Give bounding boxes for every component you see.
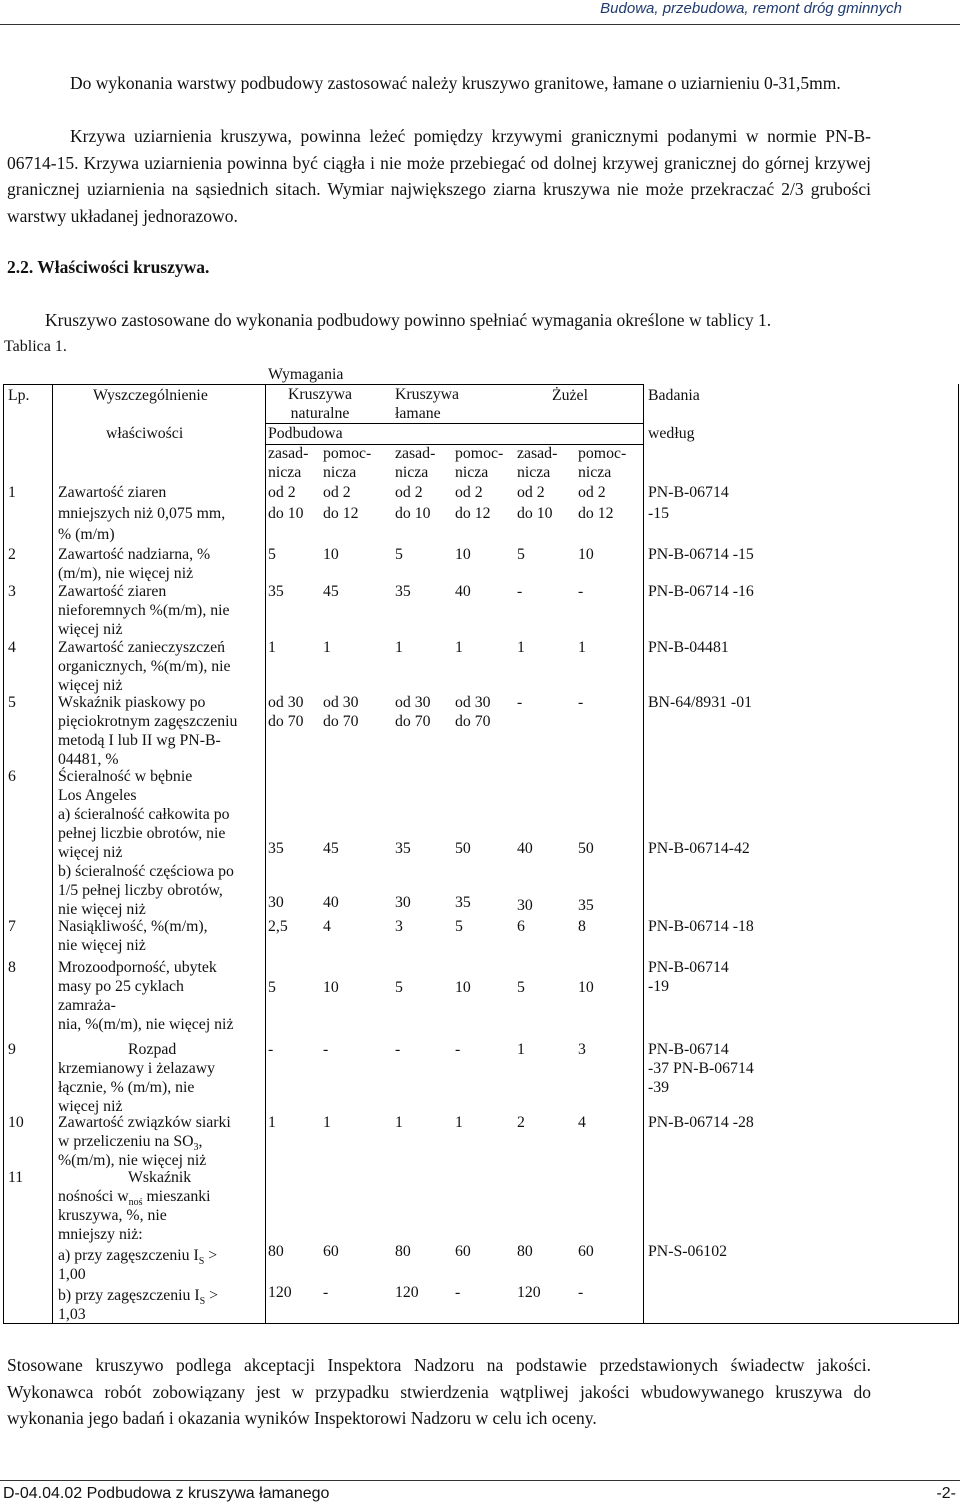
value-cell: -: [455, 1041, 461, 1058]
row-description: Zawartość ziaren mniejszych niż 0,075 mm, % (m/m): [58, 484, 226, 543]
row-description: Ścieralność w bębnie Los Angeles a) ścieralność całkowita po pełnej liczbie obrotów, nie więcej niż b) ścieralność częściowa po 1/5 pełnej liczby obrotów, nie więcej niż: [58, 768, 234, 918]
header-wyszczegolnienie: Wyszczególnienie: [93, 387, 208, 404]
test-standard: PN-B-06714 -28: [648, 1114, 754, 1131]
test-standard: PN-B-06714 -16: [648, 583, 754, 600]
row-number: 7: [8, 918, 16, 935]
value-cell: 80: [268, 1243, 284, 1260]
value-cell: 40: [455, 583, 471, 600]
row-description: Zawartość związków siarki w przeliczeniu na $SO_3$, %(m/m), nie więcej niż: [58, 1114, 231, 1169]
row-description: Zawartość zanieczyszczeń organicznych, %(m/m), nie więcej niż: [58, 639, 231, 694]
subheader-zasadnicza: zasad- nicza: [395, 445, 436, 481]
test-standard: PN-B-06714 -37 PN-B-06714 -39: [648, 1041, 754, 1096]
value-cell: 35: [268, 840, 284, 857]
value-cell: 1: [395, 1114, 403, 1131]
value-cell: 30: [395, 894, 411, 911]
value-cell: 1: [323, 639, 331, 656]
value-cell: 3: [395, 918, 403, 935]
row-number: 1: [8, 484, 16, 501]
row-number: 8: [8, 959, 16, 976]
subheader-zasadnicza: zasad- nicza: [517, 445, 558, 481]
value-cell: od 2 do 12: [323, 484, 359, 522]
value-cell: 35: [455, 894, 471, 911]
footer-document-id: D-04.04.02 Podbudowa z kruszywa łamanego: [3, 1485, 330, 1502]
row-number: 11: [8, 1169, 24, 1186]
test-standard: PN-B-06714 -19: [648, 959, 729, 995]
value-cell: 6: [517, 918, 525, 935]
running-header: Budowa, przebudowa, remont dróg gminnych: [600, 0, 902, 17]
value-cell: -: [578, 1284, 584, 1301]
table-rule: [3, 384, 4, 1324]
paragraph-grading-curve: Krzywa uziarnienia kruszywa, powinna leżeć pomiędzy krzywymi granicznymi podanymi w normie PN-B-06714-15. Krzywa uziarnienia powinna być ciągła i nie może przebiegać od dolnej krzywej granicznej do górnej krzywej granicznej uziarnienia na sąsiednich sitach. Wymiar największego ziarna kruszywa nie może przekraczać 2/3 grubości warstwy układanej jednorazowo.: [7, 126, 871, 226]
value-cell: 5: [455, 918, 463, 935]
subheader-pomocnicza: pomoc- nicza: [455, 445, 504, 481]
row-number: 6: [8, 768, 16, 785]
value-cell: -: [268, 1041, 274, 1058]
value-cell: 1: [323, 1114, 331, 1131]
row-description: Wskaźnik piaskowy po pięciokrotnym zagęszczeniu metodą I lub II wg PN-B- 04481, %: [58, 694, 238, 768]
value-cell: 4: [323, 918, 331, 935]
value-cell: 30: [268, 894, 284, 911]
test-standard: PN-B-06714 -15: [648, 484, 729, 522]
value-cell: 120: [268, 1284, 292, 1301]
row-description: Rozpad krzemianowy i żelazawy łącznie, % (m/m), nie więcej niż: [58, 1041, 216, 1115]
value-cell: 10: [578, 546, 594, 563]
value-cell: 1: [268, 1114, 276, 1131]
value-cell: -: [517, 694, 523, 711]
value-cell: 2,5: [268, 918, 288, 935]
row-number: 10: [8, 1114, 24, 1131]
test-standard: BN-64/8931 -01: [648, 694, 752, 711]
value-cell: 1: [517, 639, 525, 656]
row-number: 9: [8, 1041, 16, 1058]
subheader-zasadnicza: zasad- nicza: [268, 445, 309, 481]
footer-rule: [0, 1480, 960, 1481]
value-cell: od 30 do 70: [323, 694, 359, 730]
value-cell: 5: [395, 979, 403, 996]
value-cell: 120: [517, 1284, 541, 1301]
section-heading: 2.2. Właściwości kruszywa.: [7, 257, 210, 277]
value-cell: -: [517, 583, 523, 600]
header-podbudowa: Podbudowa: [268, 425, 343, 442]
value-cell: -: [455, 1284, 461, 1301]
test-standard: PN-B-06714 -15: [648, 546, 754, 563]
value-cell: -: [578, 694, 584, 711]
subheader-pomocnicza: pomoc- nicza: [578, 445, 627, 481]
value-cell: od 30 do 70: [268, 694, 304, 730]
value-cell: 120: [395, 1284, 419, 1301]
value-cell: 5: [268, 979, 276, 996]
value-cell: 8: [578, 918, 586, 935]
value-cell: od 2 do 12: [578, 484, 614, 522]
value-cell: 30: [517, 897, 533, 914]
value-cell: 10: [578, 979, 594, 996]
closing-paragraph: Stosowane kruszywo podlega akceptacji Inspektora Nadzoru na podstawie przedstawionych świadectw jakości. Wykonawca robót zobowiązany jest w przypadku stwierdzenia wątpliwej jakości wbudowywanego kruszywa do wykonania jego badań i okazania wyników Inspektorowi Nadzoru w celu ich oceny.: [7, 1355, 871, 1428]
page-number: -2-: [936, 1485, 956, 1502]
value-cell: 4: [578, 1114, 586, 1131]
value-cell: od 2 do 12: [455, 484, 491, 522]
value-cell: 45: [323, 840, 339, 857]
value-cell: 1: [517, 1041, 525, 1058]
row-description: Wskaźnik nośności $w_{noś}$ mieszanki kruszywa, %, nie mniejszy niż: a) przy zagęszczeniu $I_S$ > 1,00 b) przy zagęszczeniu $I_S$ > 1,03: [58, 1169, 219, 1323]
value-cell: 50: [578, 840, 594, 857]
value-cell: 10: [455, 979, 471, 996]
value-cell: 50: [455, 840, 471, 857]
value-cell: -: [395, 1041, 401, 1058]
test-standard: PN-B-04481: [648, 639, 729, 656]
test-standard: PN-B-06714-42: [648, 840, 750, 857]
table-rule: [52, 384, 53, 1324]
value-cell: 10: [455, 546, 471, 563]
value-cell: 5: [517, 979, 525, 996]
value-cell: 1: [455, 639, 463, 656]
value-cell: od 2 do 10: [268, 484, 304, 522]
value-cell: -: [578, 583, 584, 600]
value-cell: 1: [578, 639, 586, 656]
value-cell: 80: [517, 1243, 533, 1260]
value-cell: 10: [323, 546, 339, 563]
value-cell: 35: [268, 583, 284, 600]
header-zuzel: Żużel: [552, 387, 588, 404]
value-cell: 40: [323, 894, 339, 911]
header-wlasciwosci: właściwości: [106, 425, 184, 442]
value-cell: 35: [395, 583, 411, 600]
value-cell: 1: [455, 1114, 463, 1131]
value-cell: 80: [395, 1243, 411, 1260]
value-cell: od 30 do 70: [455, 694, 491, 730]
row-description: Zawartość ziaren nieforemnych %(m/m), nie więcej niż: [58, 583, 230, 638]
value-cell: 3: [578, 1041, 586, 1058]
value-cell: 35: [395, 840, 411, 857]
table-rule: [958, 384, 959, 1324]
value-cell: 40: [517, 840, 533, 857]
row-description: Zawartość nadziarna, % (m/m), nie więcej niż: [58, 546, 211, 582]
header-lp: Lp.: [8, 387, 30, 404]
row-description: Mrozoodporność, ubytek masy po 25 cyklach zamraża- nia, %(m/m), nie więcej niż: [58, 959, 234, 1033]
table-intro: Kruszywo zastosowane do wykonania podbudowy powinno spełniać wymagania określone w tablicy 1.: [45, 310, 772, 330]
value-cell: 1: [395, 639, 403, 656]
header-kruszywa-lamane: Kruszywa łamane: [395, 386, 460, 422]
header-badania: Badania: [648, 387, 700, 404]
value-cell: -: [323, 1284, 329, 1301]
test-standard: PN-S-06102: [648, 1243, 727, 1260]
row-number: 2: [8, 546, 16, 563]
test-standard: PN-B-06714 -18: [648, 918, 754, 935]
subheader-pomocnicza: pomoc- nicza: [323, 445, 372, 481]
paragraph-material: Do wykonania warstwy podbudowy zastosować należy kruszywo granitowe, łamane o uziarnieniu 0-31,5mm.: [70, 73, 841, 93]
row-number: 4: [8, 639, 16, 656]
row-number: 5: [8, 694, 16, 711]
value-cell: 60: [578, 1243, 594, 1260]
value-cell: 5: [517, 546, 525, 563]
table-rule: [265, 384, 266, 1324]
value-cell: 60: [323, 1243, 339, 1260]
header-wymagania: Wymagania: [268, 366, 344, 383]
value-cell: od 30 do 70: [395, 694, 431, 730]
value-cell: 5: [395, 546, 403, 563]
value-cell: 2: [517, 1114, 525, 1131]
header-kruszywa-naturalne: Kruszywa naturalne: [287, 386, 353, 422]
value-cell: 35: [578, 897, 594, 914]
value-cell: 1: [268, 639, 276, 656]
value-cell: 45: [323, 583, 339, 600]
value-cell: 5: [268, 546, 276, 563]
value-cell: od 2 do 10: [517, 484, 553, 522]
value-cell: -: [323, 1041, 329, 1058]
table-caption: Tablica 1.: [4, 338, 67, 355]
row-description: Nasiąkliwość, %(m/m), nie więcej niż: [58, 918, 208, 954]
value-cell: 60: [455, 1243, 471, 1260]
header-wedlug: według: [648, 425, 695, 442]
table-rule: [643, 384, 644, 1324]
header-rule: [0, 24, 960, 25]
row-number: 3: [8, 583, 16, 600]
value-cell: 10: [323, 979, 339, 996]
value-cell: od 2 do 10: [395, 484, 431, 522]
